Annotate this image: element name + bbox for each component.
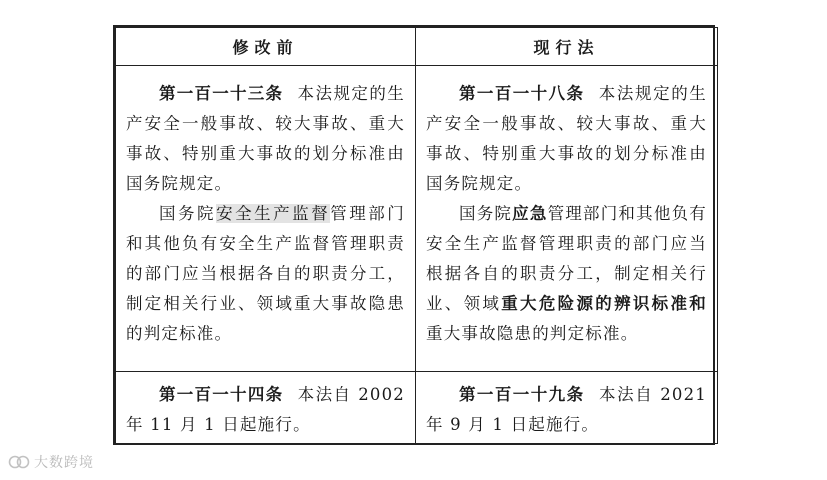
article-number: 第一百一十八条 [459,84,585,103]
article-text: 本法规定的生产安全一般事故、较大事故、重大事故、特别重大事故的划分标准由国务院规定。 [126,84,406,193]
watermark-text: 大数跨境 [34,455,94,471]
article-text: 本法自 2002 年 11 月 1 日起施行。 [126,385,405,434]
cell-current-article-118 [416,66,718,372]
article-text: 本法规定的生产安全一般事故、较大事故、重大事故、特别重大事故的划分标准由国务院规定。 [426,84,708,193]
cell-before-article-113 [116,66,416,372]
law-comparison-table [115,27,718,444]
comparison-table-wrapper [113,25,715,445]
cell-before-article-114 [116,372,416,444]
cell-current-article-119 [416,372,718,444]
text-segment: 国务院 [459,204,513,223]
bold-change: 应急 [512,204,548,223]
paragraph [126,79,405,199]
paragraph [426,380,707,440]
header-row [116,28,718,66]
table-row [116,66,718,372]
text-segment: 管理部门和其他负有安全生产监督管理职责的部门应当根据各自的职责分工，制定相关行业、领域重大事故隐患的判定标准。 [126,204,405,343]
watermark-logo-icon [8,453,30,471]
text-segment: 管理部门和其他负有安全生产监督管理职责的部门应当根据各自的职责分工，制定相关行业、领域 [426,204,707,313]
article-number: 第一百一十三条 [159,84,284,103]
text-segment: 重大事故隐患的判定标准。 [426,324,639,343]
paragraph [126,199,405,349]
highlighted-text: 安全生产监督 [216,204,331,223]
paragraph [426,79,707,199]
article-number: 第一百一十四条 [159,385,284,404]
paragraph [426,199,707,349]
header-current-law: 现行法 [416,28,718,66]
article-number: 第一百一十九条 [459,385,585,404]
article-text: 本法自 2021 年 9 月 1 日起施行。 [426,385,708,434]
bold-change: 重大危险源的辨识标准和 [501,294,707,313]
table-row [116,372,718,444]
watermark [8,452,94,472]
header-before-revision: 修改前 [116,28,416,66]
paragraph [126,380,405,440]
text-segment: 国务院 [159,204,217,223]
